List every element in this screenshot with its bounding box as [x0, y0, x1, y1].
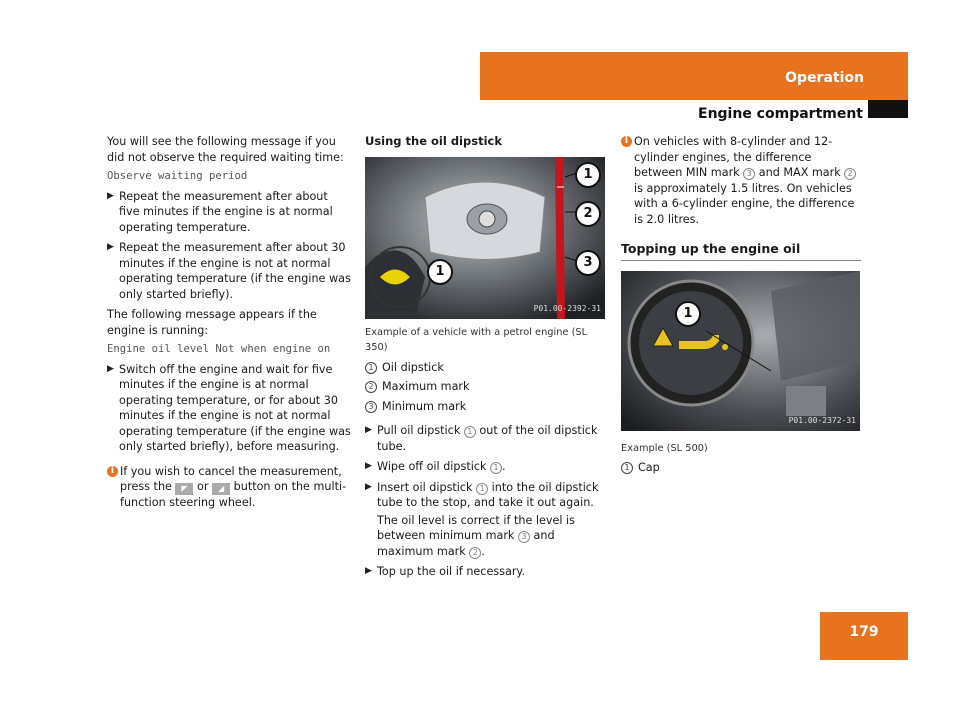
- display-message: Observe waiting period: [107, 170, 248, 182]
- arrow-icon: ▶: [365, 481, 372, 492]
- step-item: ▶ Top up the oil if necessary.: [365, 565, 526, 578]
- arrow-icon: ▶: [365, 566, 372, 576]
- column-1: [107, 134, 351, 515]
- section-heading: Using the oil dipstick: [365, 134, 502, 148]
- oil-cap-illustration: [621, 271, 860, 431]
- page-number: 179: [849, 624, 879, 640]
- step-item: ▶ Repeat the measurement after about 30 minutes if the engine is not at normal operating temperature (if the engine was only started briefly).: [107, 241, 351, 301]
- arrow-icon: ▶: [107, 242, 114, 252]
- arrow-icon: ▶: [365, 461, 372, 471]
- section-heading: Topping up the engine oil: [621, 241, 861, 261]
- callout-2: 2: [575, 201, 601, 227]
- scroll-up-key-icon: ◤: [175, 483, 193, 495]
- photo-code: P01.00-2392-31: [533, 304, 601, 313]
- arrow-icon: ▶: [365, 425, 372, 435]
- intro-text: You will see the following message if you did not observe the required waiting time:: [107, 135, 344, 164]
- legend-item: 1 Oil dipstick: [365, 360, 610, 376]
- arrow-icon: ▶: [107, 363, 114, 374]
- intro-text: The following message appears if the engine is running:: [107, 308, 317, 337]
- display-message: Engine oil level Not when engine on: [107, 343, 331, 355]
- legend-item: 1 Cap: [621, 460, 861, 476]
- step-item: ▶ Switch off the engine and wait for five minutes if the engine is at normal operating temperature, or for about 30 minutes if the engine is not at normal operating temperature (if the engine was only started briefly), before measuring.: [107, 362, 351, 453]
- photo-caption: Example of a vehicle with a petrol engine (SL 350): [365, 326, 588, 353]
- engine-illustration: [365, 157, 605, 319]
- page-title: Engine compartment: [698, 106, 863, 122]
- info-icon: i: [107, 466, 118, 477]
- step-item: ▶ Insert oil dipstick 1 into the oil dipstick tube to the stop, and take it out again. The oil level is correct if the level is between minimum mark 3 and maximum mark 2 .: [365, 480, 599, 558]
- scroll-down-key-icon: ◢: [212, 483, 230, 495]
- step-item: ▶ Wipe off oil dipstick 1 .: [365, 460, 506, 473]
- callout-3: 3: [575, 250, 601, 276]
- callout-1: 1: [427, 259, 453, 285]
- section-title: Operation: [785, 70, 864, 86]
- step-item: ▶ Repeat the measurement after about five minutes if the engine is at normal operating temperature.: [107, 189, 333, 234]
- callout-1: 1: [575, 162, 601, 188]
- engine-cap-photo: [621, 271, 860, 431]
- column-2: [365, 134, 610, 585]
- engine-dipstick-photo: [365, 157, 605, 319]
- info-icon: i: [621, 136, 632, 147]
- arrow-icon: ▶: [107, 190, 114, 201]
- column-3: [621, 134, 861, 480]
- photo-caption: Example (SL 500): [621, 442, 708, 454]
- step-item: ▶ Pull oil dipstick 1 out of the oil dipstick tube.: [365, 424, 598, 453]
- callout-1: 1: [675, 301, 701, 327]
- info-note: i If you wish to cancel the measurement, press the ◤ or ◢ button on the multi-function steering wheel.: [107, 464, 351, 511]
- photo-code: P01.00-2372-31: [788, 416, 856, 425]
- legend-item: 3 Minimum mark: [365, 399, 610, 415]
- legend-item: 2 Maximum mark: [365, 379, 610, 395]
- header-black-tab: [868, 100, 908, 118]
- info-note: i On vehicles with 8-cylinder and 12-cylinder engines, the difference between MIN mark 3 and MAX mark 2 is approximately 1.5 litres. On vehicles with a 6-cylinder engine, the difference is 2.0 litres.: [621, 134, 861, 227]
